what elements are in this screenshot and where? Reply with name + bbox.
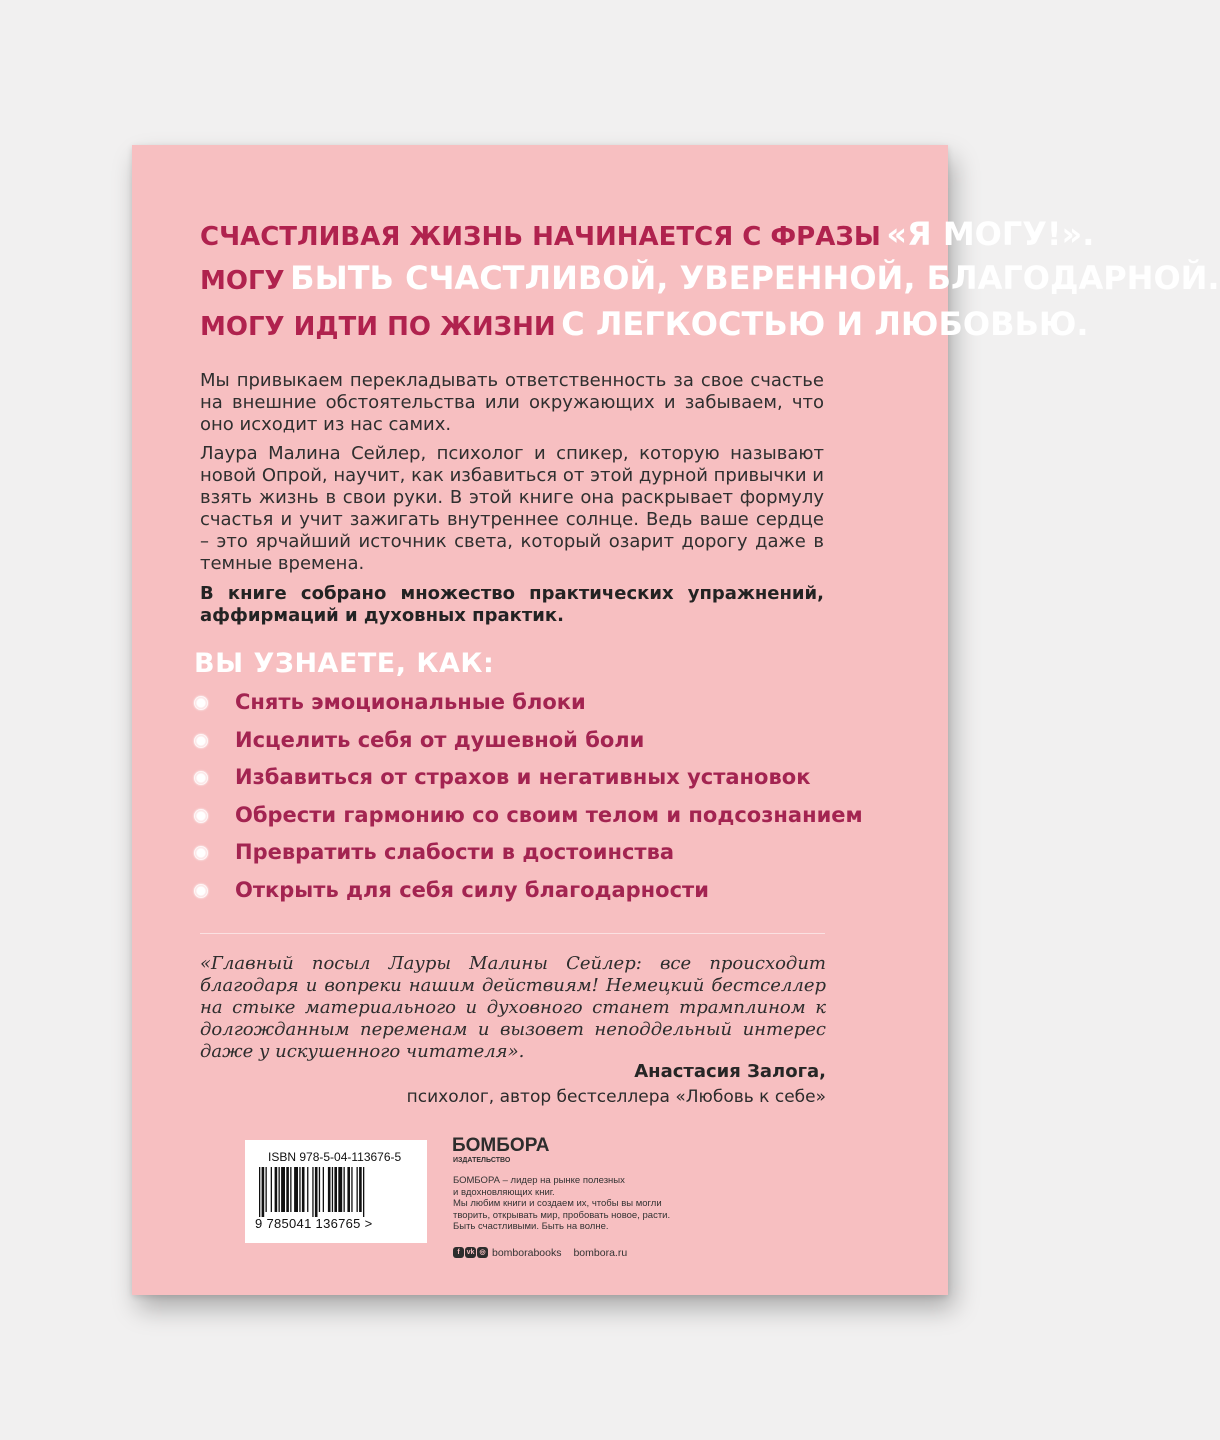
barcode-bar bbox=[312, 1167, 313, 1217]
barcode-bar bbox=[275, 1167, 278, 1212]
barcode-bar bbox=[344, 1167, 345, 1212]
barcode-bar bbox=[294, 1167, 298, 1212]
learn-title: ВЫ УЗНАЕТЕ, КАК: bbox=[194, 648, 495, 679]
bullet-circle-icon bbox=[194, 809, 208, 823]
bullet-circle-icon bbox=[194, 696, 208, 710]
quote-author-role: психолог, автор бестселлера «Любовь к себе» bbox=[406, 1087, 826, 1107]
bullet-circle-icon bbox=[194, 734, 208, 748]
barcode-bar bbox=[338, 1167, 342, 1212]
description-paragraph-2: Лаура Малина Сейлер, психолог и спикер, которую называют новой Опрой, научит, как избавиться от этой дурной привычки и взять жизнь в свои руки. В этой книге она раскрывает формулу счастья и учит зажигать внутреннее солнце. Ведь ваше сердце – это ярчайший источник света, который озарит дорогу даже в темные времена. bbox=[200, 443, 824, 574]
review-quote: «Главный посыл Лауры Малины Сейлер: все происходит благодаря и вопреки нашим действиям! Немецкий бестселлер на стыке материального и духовного станет трамплином к долгожданным переменам и вызовет неподдельный интерес даже у искушенного читателя». bbox=[200, 953, 826, 1062]
list-item-text: Превратить слабости в достоинства bbox=[235, 840, 675, 864]
barcode-bar bbox=[334, 1167, 337, 1212]
list-item-text: Снять эмоциональные блоки bbox=[235, 690, 586, 714]
publisher-description-line: и вдохновляющих книг. bbox=[453, 1186, 555, 1198]
isbn-text: ISBN 978-5-04-113676-5 bbox=[268, 1150, 402, 1164]
barcode-bar bbox=[271, 1167, 272, 1212]
headline-light-text: С ЛЕГКОСТЬЮ И ЛЮБОВЬЮ. bbox=[561, 305, 1089, 343]
headline-light-text: БЫТЬ СЧАСТЛИВОЙ, УВЕРЕННОЙ, БЛАГОДАРНОЙ. bbox=[290, 259, 1220, 297]
barcode-bar bbox=[357, 1167, 358, 1212]
divider bbox=[200, 933, 825, 934]
barcode-bar bbox=[262, 1167, 265, 1217]
publisher-description-line: Мы любим книги и создаем их, чтобы вы могли bbox=[453, 1198, 662, 1209]
publisher-description-line: БОМБОРА – лидер на рынке полезных bbox=[453, 1175, 625, 1186]
headline-dark-text: СЧАСТЛИВАЯ ЖИЗНЬ НАЧИНАЕТСЯ С ФРАЗЫ bbox=[200, 222, 881, 252]
publisher-description-line: Быть счастливыми. Быть на волне. bbox=[453, 1221, 609, 1232]
publisher-social bbox=[453, 1242, 628, 1259]
barcode-icon bbox=[257, 1167, 417, 1217]
headline-dark-text: МОГУ ИДТИ ПО ЖИЗНИ bbox=[200, 312, 556, 342]
barcode-bar bbox=[347, 1167, 350, 1212]
headline-dark-text: МОГУ bbox=[200, 266, 285, 296]
barcode-bar bbox=[359, 1167, 362, 1212]
barcode-bar bbox=[286, 1167, 289, 1212]
headline-light-text: «Я МОГУ!». bbox=[886, 215, 1095, 253]
description-paragraph-3: В книге собрано множество практических упражнений, аффирмаций и духовных практик. bbox=[200, 583, 824, 626]
quote-author: Анастасия Залога, bbox=[634, 1061, 826, 1082]
headline-line-1 bbox=[200, 215, 1095, 253]
publisher-website: bombora.ru bbox=[573, 1246, 628, 1259]
headline-line-2 bbox=[200, 259, 1220, 297]
barcode-bar bbox=[266, 1167, 267, 1212]
facebook-icon: f bbox=[453, 1247, 464, 1258]
barcode-bar bbox=[299, 1167, 300, 1212]
barcode-bar bbox=[281, 1167, 285, 1212]
publisher-description bbox=[453, 1175, 733, 1233]
list-item-text: Избавиться от страхов и негативных установок bbox=[235, 765, 811, 789]
barcode-bar bbox=[307, 1167, 308, 1212]
barcode-bar bbox=[319, 1167, 320, 1212]
barcode-bar bbox=[363, 1167, 364, 1217]
barcode-bar bbox=[315, 1167, 318, 1217]
publisher-description-line: творить, открывать мир, пробовать новое, расти. bbox=[453, 1209, 671, 1221]
description-paragraph-1: Мы привыкаем перекладывать ответственность за свое счастье на внешние обстоятельства или окружающих и забываем, что оно исходит из нас самих. bbox=[200, 370, 824, 435]
book-back-cover bbox=[132, 145, 1220, 1295]
barcode-bar bbox=[323, 1167, 324, 1212]
bullet-circle-icon bbox=[194, 884, 208, 898]
vk-icon: vk bbox=[466, 1249, 475, 1256]
instagram-icon: ◎ bbox=[477, 1247, 488, 1258]
social-handle: bomborabooks bbox=[492, 1246, 562, 1259]
barcode-bar bbox=[332, 1167, 333, 1212]
barcode-bar bbox=[290, 1167, 291, 1212]
list-item-text: Открыть для себя силу благодарности bbox=[235, 877, 709, 902]
barcode-bar bbox=[259, 1167, 260, 1217]
barcode-bar bbox=[279, 1167, 280, 1212]
publisher-logo-subtitle: ИЗДАТЕЛЬСТВО bbox=[453, 1157, 511, 1164]
barcode-bar bbox=[351, 1167, 352, 1212]
bullet-circle-icon bbox=[194, 846, 208, 860]
publisher-logo: БОМБОРА bbox=[452, 1135, 550, 1156]
barcode-digits: 9 785041 136765 > bbox=[255, 1216, 373, 1231]
barcode-bar bbox=[302, 1167, 305, 1212]
list-item-text: Исцелить себя от душевной боли bbox=[235, 727, 645, 752]
headline-line-3 bbox=[200, 305, 1089, 343]
barcode-box bbox=[245, 1140, 427, 1243]
bullet-circle-icon bbox=[194, 771, 208, 785]
barcode-bar bbox=[328, 1167, 331, 1212]
list-item-text: Обрести гармонию со своим телом и подсознанием bbox=[235, 802, 863, 827]
